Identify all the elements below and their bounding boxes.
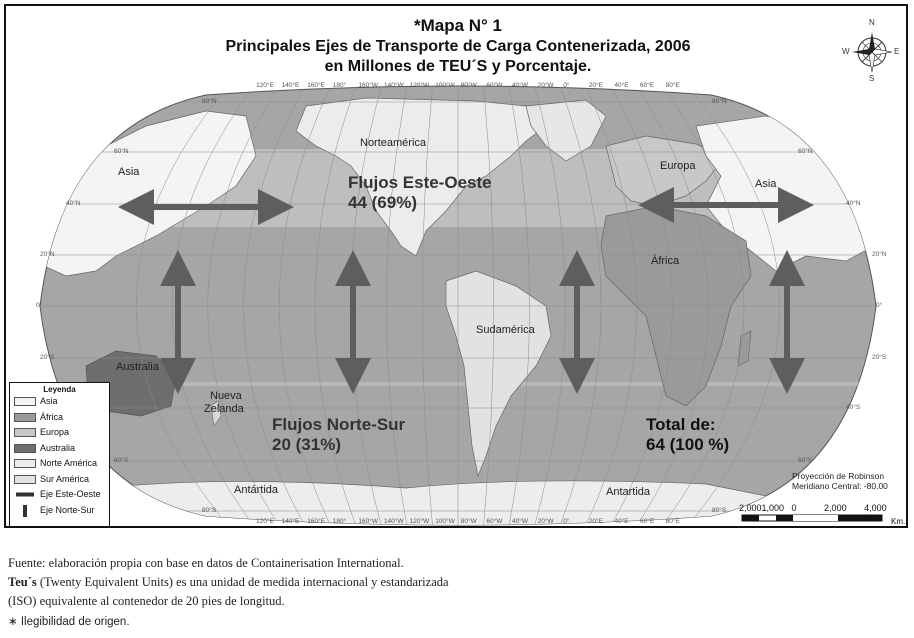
longitude-label-bottom: 20°E xyxy=(588,518,603,525)
legend-swatch xyxy=(14,397,36,406)
compass-north-label: N xyxy=(869,18,875,27)
longitude-label-bottom: 20°W xyxy=(537,518,554,525)
longitude-label-bottom: 40°W xyxy=(512,518,528,525)
footer-teus-term: Teu´s xyxy=(8,575,37,589)
scale-unit: Km. xyxy=(891,517,906,526)
label-antartida-left: Antártida xyxy=(234,484,279,496)
latitude-label-right: 80°S xyxy=(712,507,727,514)
legend xyxy=(9,382,110,528)
longitude-label-top: 20°E xyxy=(588,82,603,89)
longitude-label-top: 80°W xyxy=(460,82,477,89)
footer-source: Fuente: elaboración propia con base en datos de Containerisation International. xyxy=(8,556,404,570)
map-subtitle: en Millones de TEU´S y Porcentaje. xyxy=(324,58,592,75)
total-value: 64 (100 %) xyxy=(646,435,730,454)
latitude-label-right: 60°S xyxy=(798,457,813,464)
latitude-label-right: 20°N xyxy=(872,251,887,258)
legend-swatch xyxy=(14,459,36,468)
legend-label: África xyxy=(40,411,64,422)
latitude-label-right: 40°N xyxy=(846,200,861,207)
legend-item xyxy=(10,487,109,503)
longitude-label-top: 80°E xyxy=(665,82,680,89)
scale-bar xyxy=(742,515,882,521)
longitude-label-bottom: 160°W xyxy=(358,518,378,525)
longitude-label-bottom: 0° xyxy=(563,518,570,525)
longitude-label-bottom: 140°W xyxy=(384,518,404,525)
compass-south-label: S xyxy=(869,74,875,83)
longitude-label-bottom: 120°E xyxy=(256,518,274,525)
legend-title: Leyenda xyxy=(43,385,76,394)
label-australia: Australia xyxy=(116,361,159,373)
longitude-label-top: 140°E xyxy=(281,82,300,89)
map-frame xyxy=(4,4,908,528)
label-europa: Europa xyxy=(660,160,696,172)
latitude-label-right: 40°S xyxy=(846,404,861,411)
latitude-label-right: 60°N xyxy=(798,148,813,155)
footer-iso-text: (ISO) equivalente al contenedor de 20 pies de longitud. xyxy=(8,594,285,608)
longitude-label-bottom: 80°E xyxy=(665,518,680,525)
latitude-label-left: 60°N xyxy=(114,148,129,155)
legend-label: Australia xyxy=(40,442,76,453)
label-nueva-zelanda-1: Nueva xyxy=(210,390,242,402)
longitude-label-top: 60°W xyxy=(486,82,503,89)
projection-meridian: Meridiano Central: -80.00 xyxy=(792,481,888,491)
legend-label: Sur América xyxy=(40,473,90,484)
legend-item xyxy=(10,441,109,457)
longitude-label-top: 180° xyxy=(332,82,347,89)
legend-item xyxy=(10,456,109,472)
longitude-label-bottom: 60°E xyxy=(640,518,655,525)
legend-item xyxy=(10,394,109,410)
projection-name: Proyección de Robinson xyxy=(792,471,885,481)
legend-swatch xyxy=(14,413,36,422)
compass-west-label: W xyxy=(842,47,850,56)
legend-swatch xyxy=(14,504,36,518)
footer xyxy=(8,554,449,611)
longitude-label-bottom: 140°E xyxy=(281,518,300,525)
legend-item xyxy=(10,472,109,488)
longitude-label-bottom: 120°W xyxy=(409,518,430,525)
longitude-label-top: 120°E xyxy=(256,82,274,89)
latitude-label-right: 20°S xyxy=(872,354,887,361)
legend-swatch xyxy=(14,428,36,437)
longitude-label-top: 40°W xyxy=(512,82,528,89)
longitude-label-top: 100°W xyxy=(435,82,455,89)
latitude-label-right: 0° xyxy=(876,302,883,309)
longitude-label-top: 160°W xyxy=(358,82,378,89)
longitude-label-top: 120°W xyxy=(409,82,430,89)
latitude-label-left: 80°N xyxy=(202,98,217,105)
label-africa: África xyxy=(651,255,680,267)
legend-label: Europa xyxy=(40,427,70,437)
label-asia-right: Asia xyxy=(755,178,777,190)
total-label: Total de: xyxy=(646,415,716,434)
label-antartida-right: Antartida xyxy=(606,486,651,498)
legend-swatch xyxy=(14,444,36,453)
latitude-label-right: 80°N xyxy=(712,98,727,105)
legend-label: Norte América xyxy=(40,458,98,468)
footer-teus-definition xyxy=(8,573,449,592)
latitude-label-left: 20°S xyxy=(40,354,55,361)
longitude-label-bottom: 60°W xyxy=(486,518,503,525)
longitude-label-top: 60°E xyxy=(640,82,655,89)
latitude-label-left: 60°S xyxy=(114,457,129,464)
footer-note: ∗ Ilegibilidad de origen. xyxy=(8,616,130,628)
legend-label: Eje Norte-Sur xyxy=(40,504,95,515)
flow-east-west-value: 44 (69%) xyxy=(348,193,417,212)
legend-label: Asia xyxy=(40,396,58,406)
longitude-label-top: 160°E xyxy=(307,82,325,89)
projection-info xyxy=(792,471,888,491)
map-title: Principales Ejes de Transporte de Carga Contenerizada, 2006 xyxy=(225,38,691,55)
label-asia-left: Asia xyxy=(118,166,140,178)
latitude-label-left: 40°N xyxy=(66,200,81,207)
footer-teus-text: (Twenty Equivalent Units) es una unidad de medida internacional y estandarizada xyxy=(36,575,449,589)
legend-item xyxy=(10,425,109,441)
label-sudamerica: Sudamérica xyxy=(476,324,535,336)
longitude-label-bottom: 80°W xyxy=(460,518,477,525)
legend-item xyxy=(10,503,109,519)
legend-swatch xyxy=(14,475,36,484)
label-norteamerica: Norteamérica xyxy=(360,137,427,149)
flow-north-south-label: Flujos Norte-Sur xyxy=(272,415,406,434)
scale-numbers: 2,0001,000 0 2,000 4,000 xyxy=(739,503,887,513)
longitude-label-top: 20°W xyxy=(537,82,554,89)
latitude-label-left: 0° xyxy=(36,302,43,309)
longitude-label-bottom: 180° xyxy=(332,518,347,525)
longitude-label-top: 0° xyxy=(563,82,570,89)
flow-north-south-value: 20 (31%) xyxy=(272,435,341,454)
legend-items xyxy=(10,394,109,518)
longitude-label-bottom: 100°W xyxy=(435,518,455,525)
map-number-title: *Mapa N° 1 xyxy=(413,16,503,35)
world-map xyxy=(6,6,908,528)
legend-label: Eje Este-Oeste xyxy=(40,489,101,499)
label-nueva-zelanda-2: Zelanda xyxy=(204,403,244,415)
longitude-label-top: 140°W xyxy=(384,82,404,89)
legend-swatch xyxy=(14,490,36,499)
longitude-label-bottom: 160°E xyxy=(307,518,325,525)
latitude-label-left: 80°S xyxy=(202,507,217,514)
legend-item xyxy=(10,410,109,426)
latitude-label-left: 20°N xyxy=(40,251,55,258)
longitude-label-top: 40°E xyxy=(614,82,629,89)
compass-east-label: E xyxy=(894,47,900,56)
longitude-label-bottom: 40°E xyxy=(614,518,629,525)
flow-east-west-label: Flujos Este-Oeste xyxy=(348,173,492,192)
